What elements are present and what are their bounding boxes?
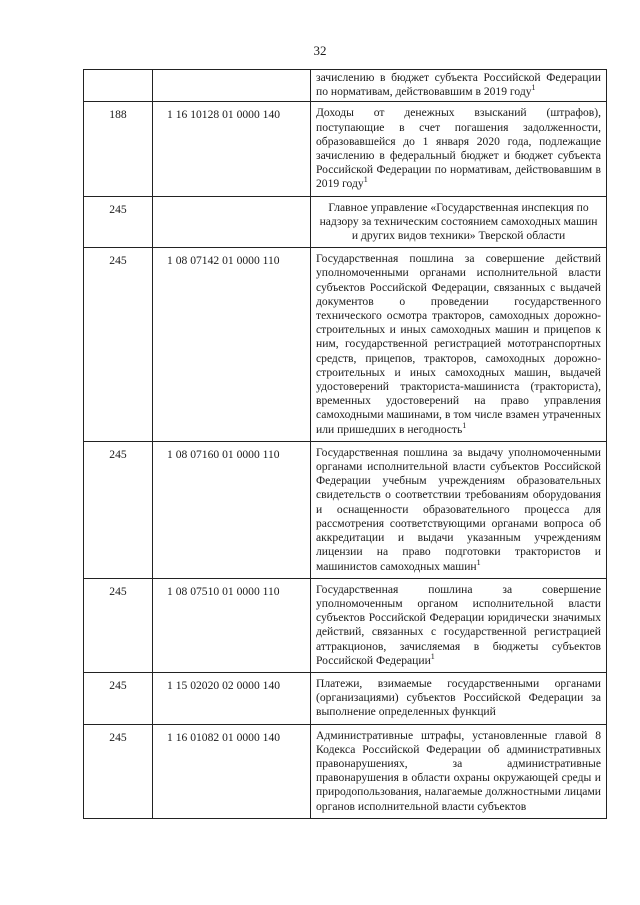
table-row [84,441,607,578]
table-row [84,672,607,724]
description-text: зачислению в бюджет субъекта Российской Федерации по нормативам, действовавшим в 2019 году [316,71,601,99]
admin-code-cell: 188 [84,102,153,196]
table-row [84,248,607,442]
admin-code-cell: 245 [84,724,153,818]
footnote-marker: 1 [476,557,481,567]
footnote-marker: 1 [462,420,467,430]
table-row [84,724,607,818]
description-cell [311,724,607,818]
description-text: Платежи, взимаемые государственными органами (организациями) субъектов Российской Федерации за выполнение определенных функций [316,676,601,719]
description-cell [311,102,607,196]
admin-code-cell: 245 [84,248,153,442]
description-text: Доходы от денежных взысканий (штрафов), поступающие в счет погашения задолженности, образовавшейся до 1 января 2020 года, подлежащие зачислению в федеральный бюджет и бюджет субъекта Российской Федерации по нормативам, действовавшим в 2019 году [316,106,601,191]
admin-code-cell [84,70,153,102]
description-text: Главное управление «Государственная инспекция по надзору за техническим состоянием самоходных машин и других видов техники» Тверской области [319,200,598,243]
description-cell [311,196,607,248]
revenue-code-cell: 1 08 07510 01 0000 110 [153,578,311,672]
revenue-code-cell: 1 16 10128 01 0000 140 [153,102,311,196]
page-number: 32 [313,43,327,58]
description-cell [311,441,607,578]
revenue-codes-table [83,69,607,819]
description-text: Государственная пошлина за выдачу уполномоченными органами исполнительной власти субъектов Российской Федерации учебным учреждениям образовательных свидетельств о соответствии требованиям оборудования и оснащенности образовательного процесса для рассмотрения соответствующими органами вопроса об аккредитации и выдачи указанным учреждениям лицензии на право подготовки трактористов и машинистов самоходных машин [316,445,601,573]
table-body [84,70,607,819]
admin-code-cell: 245 [84,196,153,248]
table-row [84,578,607,672]
table-row [84,70,607,102]
admin-code-cell: 245 [84,441,153,578]
footnote-marker: 1 [531,83,536,93]
description-text: Административные штрафы, установленные главой 8 Кодекса Российской Федерации об административных правонарушениях, за административные правонарушения в области охраны окружающей среды и природопользования, налагаемые должностными лицами органов исполнительной власти субъектов [316,728,601,813]
revenue-code-cell: 1 16 01082 01 0000 140 [153,724,311,818]
description-text: Государственная пошлина за совершение уполномоченным органом исполнительной власти субъектов Российской Федерации юридически значимых действий, связанных с государственной регистрацией аттракционов, зачисляемая в бюджеты субъектов Российской Федерации [316,582,601,667]
table-row [84,102,607,196]
admin-code-cell: 245 [84,672,153,724]
revenue-code-cell [153,70,311,102]
revenue-code-cell: 1 08 07160 01 0000 110 [153,441,311,578]
description-cell [311,672,607,724]
description-cell [311,70,607,102]
admin-code-cell: 245 [84,578,153,672]
description-cell [311,248,607,442]
revenue-code-cell: 1 08 07142 01 0000 110 [153,248,311,442]
revenue-code-cell [153,196,311,248]
footnote-marker: 1 [430,651,435,661]
description-cell [311,578,607,672]
description-text: Государственная пошлина за совершение действий уполномоченными органами исполнительной власти субъектов Российской Федерации, связанных с выдачей документов о проведении государственного технического осмотра тракторов, самоходных дорожно-строительных и иных самоходных машин и прицепов к ним, государственной регистрацией мототранспортных средств, прицепов, тракторов, самоходных дорожно-строительных и иных самоходных машин, выдачей удостоверений тракториста-машиниста (тракториста), временных удостоверений на право управления самоходными машинами, в том числе взамен утраченных или пришедших в негодность [316,252,601,436]
footnote-marker: 1 [363,175,368,185]
table-row [84,196,607,248]
revenue-code-cell: 1 15 02020 02 0000 140 [153,672,311,724]
